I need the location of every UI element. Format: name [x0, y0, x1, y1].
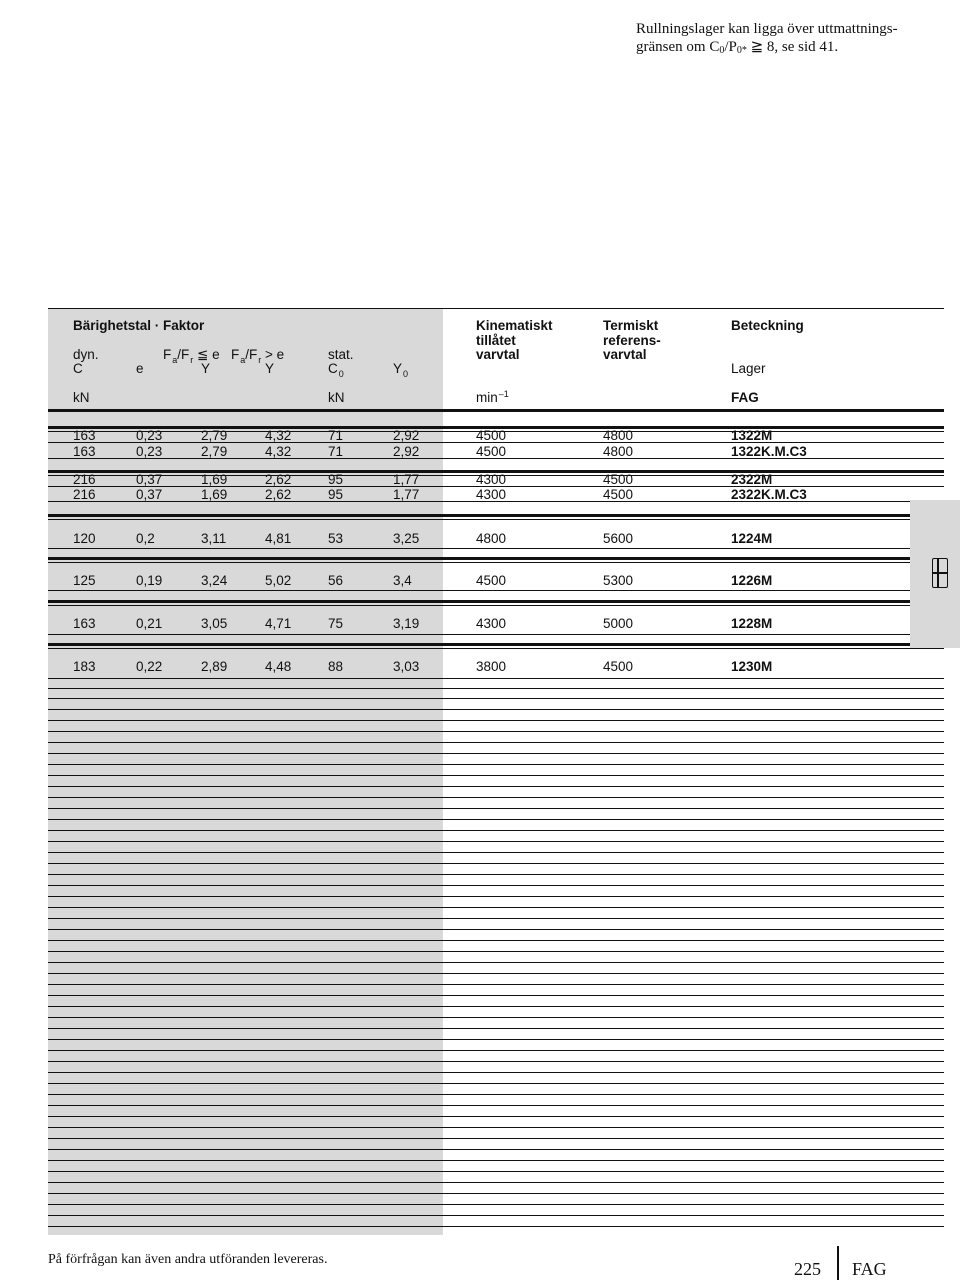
kinematic-speed-cell: 4300 [476, 472, 507, 487]
kinematic-speed-cell: 4800 [476, 531, 507, 546]
page-number: 225 [794, 1259, 821, 1279]
load-ratings-title: Bärighetstal · Faktor [73, 318, 205, 333]
bearing-label: Lager [731, 361, 766, 376]
y-high-cell: 2,62 [265, 487, 292, 502]
designation-cell: 1322M [731, 428, 773, 443]
y-high-cell: 4,71 [265, 616, 292, 631]
table-rule [48, 1094, 944, 1095]
c-dyn-cell: 163 [73, 428, 96, 443]
table-rule [48, 1006, 944, 1007]
table-rule [48, 562, 944, 563]
y0-cell: 3,03 [393, 659, 420, 674]
table-rule [48, 940, 944, 941]
kinematic-speed-cell: 4500 [476, 428, 507, 443]
designation-cell: 1230M [731, 659, 773, 674]
table-rule [48, 863, 944, 864]
c-dyn-cell: 125 [73, 573, 96, 588]
c-dyn-cell: 183 [73, 659, 96, 674]
table-rule [48, 896, 944, 897]
y-high-cell: 5,02 [265, 573, 292, 588]
table-rule [48, 1226, 944, 1227]
c-dyn-cell: 216 [73, 472, 96, 487]
table-rule [48, 753, 944, 754]
thermal-speed-label-2: referens- [603, 333, 661, 348]
thermal-speed-cell: 4800 [603, 428, 634, 443]
y-low-cell: 1,69 [201, 487, 228, 502]
table-rule [48, 548, 944, 549]
y-high-cell: 4,32 [265, 428, 292, 443]
table-rule [48, 786, 944, 787]
fag-brand-label: FAG [731, 390, 759, 405]
c0-cell: 71 [328, 444, 344, 459]
table-rule [48, 984, 944, 985]
overload-note [636, 20, 936, 60]
thermal-speed-label-1: Termiskt [603, 318, 659, 333]
kinematic-speed-label-3: varvtal [476, 347, 520, 362]
kn-unit-label: kN [73, 390, 90, 405]
table-rule [48, 995, 944, 996]
table-rule [48, 973, 944, 974]
table-rule [48, 1182, 944, 1183]
table-rule [48, 830, 944, 831]
y-low-cell: 1,69 [201, 472, 228, 487]
table-rule [48, 590, 944, 591]
table-rule [48, 634, 944, 635]
table-rule [48, 605, 944, 606]
y-low-cell: 3,05 [201, 616, 228, 631]
table-rule [48, 514, 944, 517]
y0-cell: 2,92 [393, 444, 420, 459]
table-rule [48, 1215, 944, 1216]
thermal-speed-cell: 4500 [603, 472, 634, 487]
c0-cell: 95 [328, 472, 344, 487]
designation-cell: 1322K.M.C3 [731, 444, 807, 459]
kinematic-speed-label-2: tillåtet [476, 333, 516, 348]
table-rule [48, 1050, 944, 1051]
table-top-rule [48, 308, 944, 309]
footer-note: På förfrågan kan även andra utföranden levereras. [48, 1252, 328, 1267]
c0-cell: 95 [328, 487, 344, 502]
table-rule [48, 808, 944, 809]
c0-cell: 71 [328, 428, 344, 443]
table-rule [48, 962, 944, 963]
kinematic-speed-cell: 4300 [476, 487, 507, 502]
y-low-cell: 2,79 [201, 444, 228, 459]
c0-cell: 88 [328, 659, 344, 674]
dyn-label: dyn. [73, 347, 99, 362]
y0-cell: 1,77 [393, 472, 420, 487]
table-rule [48, 1105, 944, 1106]
e-cell: 0,23 [136, 444, 163, 459]
speed-unit-label: $\min^{-1}$ [476, 389, 509, 405]
stat-label: stat. [328, 347, 354, 362]
e-cell: 0,2 [136, 531, 155, 546]
thermal-speed-cell: 5600 [603, 531, 634, 546]
e-cell: 0,37 [136, 487, 163, 502]
table-rule [48, 819, 944, 820]
c-dyn-cell: 163 [73, 444, 96, 459]
thermal-speed-cell: 5300 [603, 573, 634, 588]
designation-cell: 2322M [731, 472, 773, 487]
table-rule [48, 1160, 944, 1161]
y0-cell: 3,25 [393, 531, 420, 546]
c0-cell: 56 [328, 573, 344, 588]
table-rule [48, 698, 944, 699]
overload-note-line2: gränsen om $C_0/P_{0*}$ ≧ 8, se sid 41. [636, 39, 839, 56]
table-rule [48, 731, 944, 732]
thermal-speed-cell: 4500 [603, 659, 634, 674]
kinematic-speed-cell: 4500 [476, 573, 507, 588]
designation-cell: 1228M [731, 616, 773, 631]
table-rule [48, 720, 944, 721]
e-cell: 0,19 [136, 573, 163, 588]
table-rule [48, 648, 944, 649]
designation-label: Beteckning [731, 318, 804, 333]
table-rule [48, 709, 944, 710]
thermal-speed-cell: 5000 [603, 616, 634, 631]
load-ratings-background [48, 308, 443, 1235]
y-high-cell: 2,62 [265, 472, 292, 487]
table-rule [48, 643, 944, 646]
table-rule [48, 797, 944, 798]
y-high-label: Y [265, 361, 275, 376]
y-high-cell: 4,48 [265, 659, 292, 674]
condition-high-label: $F_a/F_r > e$ [231, 347, 285, 365]
table-rule [48, 764, 944, 765]
c-dyn-cell: 163 [73, 616, 96, 631]
y-low-cell: 2,89 [201, 659, 228, 674]
table-rule [48, 1138, 944, 1139]
table-rule [48, 1061, 944, 1062]
designation-cell: 2322K.M.C3 [731, 487, 807, 502]
table-rule [48, 1017, 944, 1018]
table-rule [48, 907, 944, 908]
table-rule [48, 742, 944, 743]
thermal-speed-cell: 4500 [603, 487, 634, 502]
y0-cell: 3,4 [393, 573, 412, 588]
table-rule [48, 688, 944, 689]
y-low-cell: 3,24 [201, 573, 228, 588]
e-cell: 0,37 [136, 472, 163, 487]
table-rule [48, 918, 944, 919]
table-rule [48, 1171, 944, 1172]
table-rule [48, 1083, 944, 1084]
table-rule [48, 841, 944, 842]
table-rule [48, 874, 944, 875]
kn-stat-unit-label: kN [328, 390, 345, 405]
c-dyn-cell: 120 [73, 531, 96, 546]
table-rule [48, 600, 944, 603]
y-high-cell: 4,32 [265, 444, 292, 459]
table-rule [48, 1127, 944, 1128]
table-rule [48, 678, 944, 679]
c-dyn-cell: 216 [73, 487, 96, 502]
table-rule [48, 1204, 944, 1205]
footer-brand: FAG [852, 1259, 887, 1279]
table-rule [48, 1116, 944, 1117]
kinematic-speed-label-1: Kinematiskt [476, 318, 553, 333]
y-low-label: Y [201, 361, 211, 376]
header-bottom-rule [48, 409, 944, 412]
table-rule [48, 885, 944, 886]
condition-low-label: $F_a/F_r$ ≦ e [163, 347, 220, 365]
designation-cell: 1226M [731, 573, 773, 588]
e-label: e [136, 361, 144, 376]
c-dyn-label: C [73, 361, 83, 376]
table-rule [48, 775, 944, 776]
kinematic-speed-cell: 4500 [476, 444, 507, 459]
table-rule [48, 1072, 944, 1073]
e-cell: 0,23 [136, 428, 163, 443]
c0-label: $C_0$ [328, 361, 344, 379]
bearing-tab-icon [932, 558, 948, 588]
y0-cell: 1,77 [393, 487, 420, 502]
y0-label: $Y_0$ [393, 361, 409, 379]
y0-cell: 3,19 [393, 616, 420, 631]
footer-separator [837, 1246, 839, 1280]
overload-note-line1: Rullningslager kan ligga över uttmattnings- [636, 21, 898, 37]
e-cell: 0,21 [136, 616, 163, 631]
y-high-cell: 4,81 [265, 531, 292, 546]
kinematic-speed-cell: 3800 [476, 659, 507, 674]
e-cell: 0,22 [136, 659, 163, 674]
table-rule [48, 852, 944, 853]
table-rule [48, 519, 944, 520]
y-low-cell: 3,11 [201, 531, 227, 546]
thermal-speed-label-3: varvtal [603, 347, 647, 362]
table-rule [48, 1028, 944, 1029]
table-rule [48, 1039, 944, 1040]
table-rule [48, 929, 944, 930]
kinematic-speed-cell: 4300 [476, 616, 507, 631]
y0-cell: 2,92 [393, 428, 420, 443]
c0-cell: 53 [328, 531, 344, 546]
designation-cell: 1224M [731, 531, 773, 546]
table-rule [48, 557, 944, 560]
c0-cell: 75 [328, 616, 344, 631]
table-rule [48, 1193, 944, 1194]
y-low-cell: 2,79 [201, 428, 228, 443]
thermal-speed-cell: 4800 [603, 444, 634, 459]
table-rule [48, 951, 944, 952]
table-rule [48, 1149, 944, 1150]
